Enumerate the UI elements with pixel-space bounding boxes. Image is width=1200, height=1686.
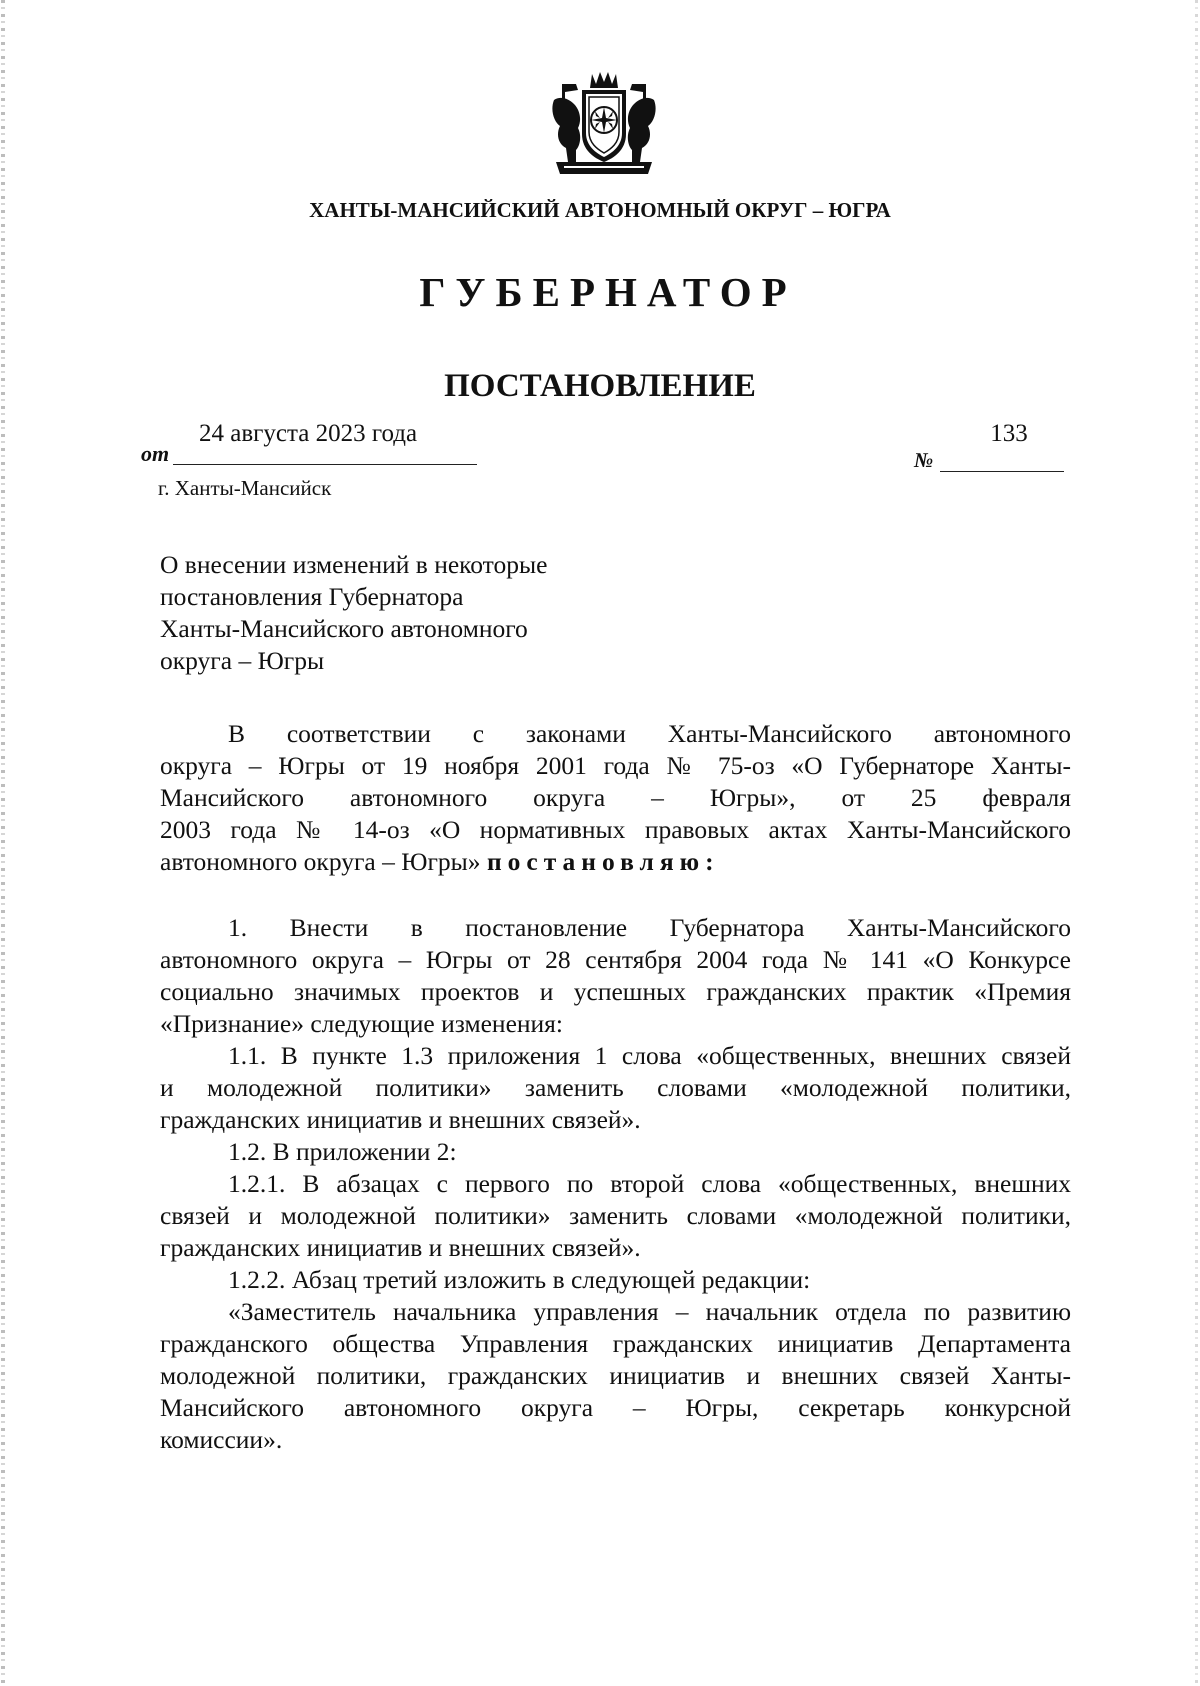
date-prefix: от bbox=[141, 441, 170, 466]
text-line: 1.2. В приложении 2: bbox=[228, 1137, 457, 1166]
text-line: гражданских инициатив и внешних связей». bbox=[160, 1233, 641, 1262]
decree-colon: : bbox=[705, 847, 714, 876]
text-line: социально значимых проектов и успешных гражданских практик «Премия bbox=[160, 977, 1071, 1006]
text-line: округа – Югры от 19 ноября 2001 года № 75-оз «О Губернаторе Ханты- bbox=[160, 751, 1071, 780]
document-date: 24 августа 2023 года bbox=[199, 420, 418, 447]
text-line: 1.1. В пункте 1.3 приложения 1 слова «общественных, внешних связей bbox=[228, 1041, 1071, 1070]
text-line: 1.2.1. В абзацах с первого по второй слова «общественных, внешних bbox=[228, 1169, 1071, 1198]
text-line: В соответствии с законами Ханты-Мансийского автономного bbox=[228, 719, 1071, 748]
text-line: Мансийского автономного округа – Югры, секретарь конкурсной bbox=[160, 1393, 1071, 1422]
number-underline bbox=[940, 471, 1064, 472]
date-underline bbox=[173, 464, 477, 465]
date-field bbox=[141, 420, 477, 466]
text-line: молодежной политики, гражданских инициатив и внешних связей Ханты- bbox=[160, 1361, 1071, 1390]
text-line: автономного округа – Югры от 28 сентября 2004 года № 141 «О Конкурсе bbox=[160, 945, 1071, 974]
text-line: и молодежной политики» заменить словами «молодежной политики, bbox=[160, 1073, 1071, 1102]
text-line: «Заместитель начальника управления – начальник отдела по развитию bbox=[228, 1297, 1071, 1326]
coat-of-arms-emblem bbox=[548, 70, 660, 176]
subject-line: Ханты-Мансийского автономного bbox=[160, 614, 528, 643]
subject-line: округа – Югры bbox=[160, 646, 325, 675]
document-city: г. Ханты-Мансийск bbox=[158, 476, 332, 500]
text-line: гражданских инициатив и внешних связей». bbox=[160, 1105, 641, 1134]
subject-line: О внесении изменений в некоторые bbox=[160, 550, 548, 579]
subject-line: постановления Губернатора bbox=[160, 582, 464, 611]
preamble-last-line: автономного округа – Югры» bbox=[160, 847, 487, 876]
text-line: «Признание» следующие изменения: bbox=[160, 1009, 563, 1038]
decree-body bbox=[160, 912, 1071, 1456]
text-line bbox=[160, 846, 1071, 878]
text-line: 1. Внести в постановление Губернатора Ханты-Мансийского bbox=[228, 913, 1071, 942]
region-name: ХАНТЫ-МАНСИЙСКИЙ АВТОНОМНЫЙ ОКРУГ – ЮГРА bbox=[309, 198, 891, 222]
text-line: связей и молодежной политики» заменить словами «молодежной политики, bbox=[160, 1201, 1071, 1230]
scan-edge-right bbox=[1195, 0, 1198, 1686]
text-line: комиссии». bbox=[160, 1425, 283, 1454]
number-prefix: № bbox=[914, 448, 934, 472]
document-number: 133 bbox=[990, 420, 1028, 447]
document-subject bbox=[160, 549, 547, 677]
text-line: Мансийского автономного округа – Югры», от 25 февраля bbox=[160, 783, 1071, 812]
number-field bbox=[914, 420, 1064, 472]
preamble-paragraph bbox=[160, 718, 1071, 878]
document-type: ПОСТАНОВЛЕНИЕ bbox=[444, 368, 756, 404]
text-line: гражданского общества Управления гражданских инициатив Департамента bbox=[160, 1329, 1071, 1358]
scan-edge-left bbox=[1, 0, 5, 1686]
text-line: 1.2.2. Абзац третий изложить в следующей редакции: bbox=[228, 1265, 811, 1294]
authority-title: ГУБЕРНАТОР bbox=[419, 269, 797, 315]
decree-word: постановляю bbox=[486, 847, 706, 876]
text-line: 2003 года № 14-оз «О нормативных правовых актах Ханты-Мансийского bbox=[160, 815, 1071, 844]
